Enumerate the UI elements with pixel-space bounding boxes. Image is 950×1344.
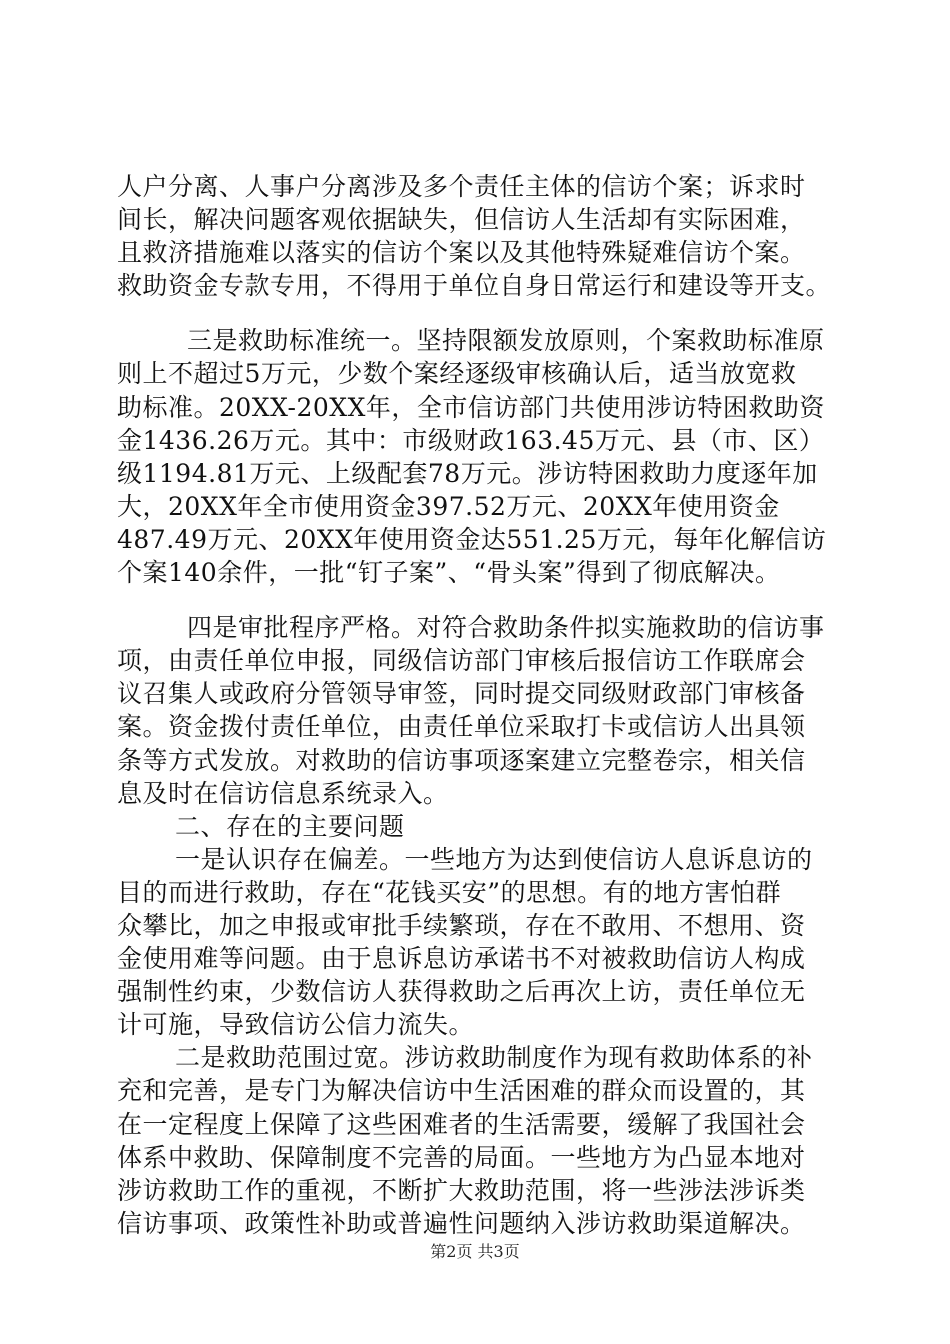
text-line: 强制性约束，少数信访人获得救助之后再次上访，责任单位无 [117, 977, 806, 1007]
text-line: 计可施，导致信访公信力流失。 [117, 1010, 475, 1040]
text-line: 金1436.26万元。其中：市级财政163.45万元、县（市、区） [117, 425, 825, 455]
paragraph-problem-one [117, 843, 857, 1042]
text-line: 众攀比，加之申报或审批手续繁琐，存在不敢用、不想用、资 [117, 910, 806, 940]
text-line: 级1194.81万元、上级配套78万元。涉访特困救助力度逐年加 [117, 458, 818, 488]
text-line: 充和完善，是专门为解决信访中生活困难的群众而设置的，其 [117, 1076, 806, 1106]
text-line: 487.49万元、20XX年使用资金达551.25万元，每年化解信访 [117, 524, 827, 554]
paragraph-problem-two [117, 1041, 857, 1240]
text-line: 二是救助范围过宽。涉访救助制度作为现有救助体系的补 [175, 1043, 813, 1073]
text-line: 助标准。20XX-20XX年，全市信访部门共使用涉访特困救助资 [117, 392, 825, 422]
text-line: 目的而进行救助，存在“花钱买安”的思想。有的地方害怕群 [117, 877, 782, 907]
text-line: 且救济措施难以落实的信访个案以及其他特殊疑难信访个案。 [117, 238, 806, 268]
paragraph-gap [117, 302, 857, 324]
text-line: 信访事项、政策性补助或普遍性问题纳入涉访救助渠道解决。 [117, 1208, 806, 1238]
text-line: 救助资金专款专用，不得用于单位自身日常运行和建设等开支。 [117, 271, 832, 301]
text-line: 四是审批程序严格。对符合救助条件拟实施救助的信访事 [187, 613, 825, 643]
document-body [117, 170, 857, 1240]
text-line: 一是认识存在偏差。一些地方为达到使信访人息诉息访的 [175, 844, 813, 874]
text-line: 息及时在信访信息系统录入。 [117, 778, 449, 808]
text-line: 涉访救助工作的重视，不断扩大救助范围，将一些涉法涉诉类 [117, 1175, 806, 1205]
paragraph-gap [117, 589, 857, 611]
text-line: 在一定程度上保障了这些困难者的生活需要，缓解了我国社会 [117, 1109, 806, 1139]
text-line: 间长，解决问题客观依据缺失，但信访人生活却有实际困难， [117, 205, 806, 235]
text-line: 则上不超过5万元，少数个案经逐级审核确认后，适当放宽救 [117, 359, 797, 389]
paragraph-standard [117, 324, 857, 589]
text-line: 三是救助标准统一。坚持限额发放原则，个案救助标准原 [187, 326, 825, 356]
page-number: 第2页 共3页 [430, 1242, 520, 1261]
paragraph-continuation [117, 170, 857, 302]
paragraph-approval [117, 611, 857, 810]
text-line: 个案140余件，一批“钉子案”、“骨头案”得到了彻底解决。 [117, 558, 781, 588]
section-heading: 二、存在的主要问题 [175, 811, 405, 841]
text-line: 金使用难等问题。由于息诉息访承诺书不对被救助信访人构成 [117, 944, 806, 974]
text-line: 人户分离、人事户分离涉及多个责任主体的信访个案；诉求时 [117, 172, 806, 201]
text-line: 体系中救助、保障制度不完善的局面。一些地方为凸显本地对 [117, 1142, 806, 1172]
text-line: 项，由责任单位申报，同级信访部门审核后报信访工作联席会 [117, 646, 806, 676]
text-line: 条等方式发放。对救助的信访事项逐案建立完整卷宗，相关信 [117, 745, 806, 775]
text-line: 议召集人或政府分管领导审签，同时提交同级财政部门审核备 [117, 679, 806, 709]
page-footer [0, 1242, 950, 1262]
text-line: 大，20XX年全市使用资金397.52万元、20XX年使用资金 [117, 491, 780, 521]
text-line: 案。资金拨付责任单位，由责任单位采取打卡或信访人出具领 [117, 712, 806, 742]
